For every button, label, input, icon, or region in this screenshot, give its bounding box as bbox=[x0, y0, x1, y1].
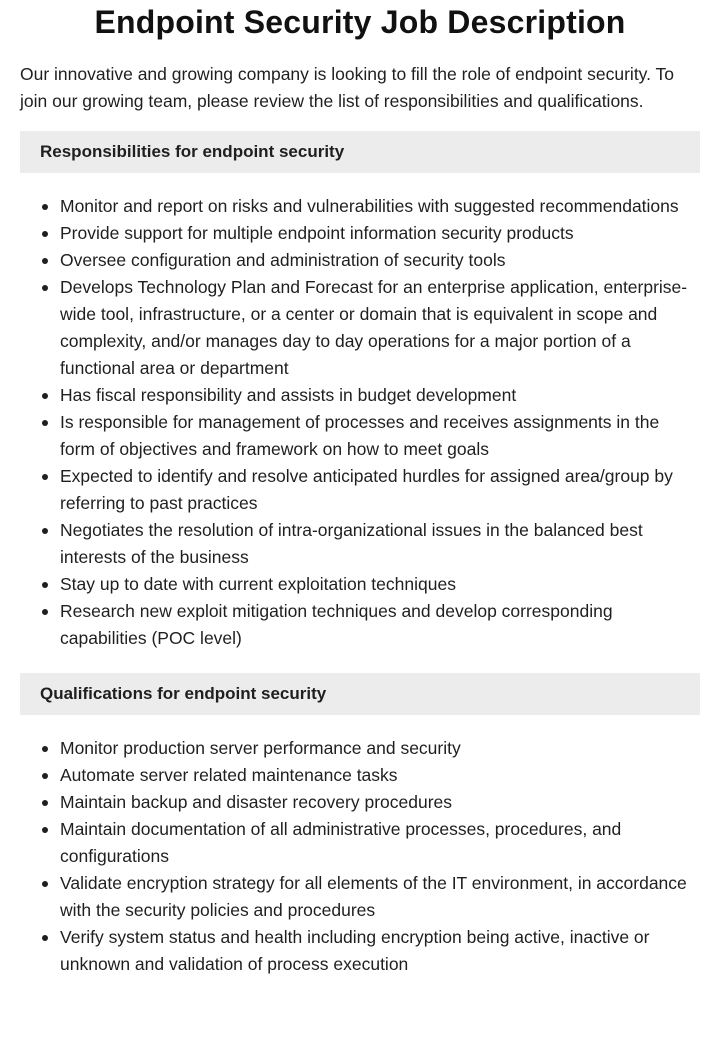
list-item: Automate server related maintenance tasks bbox=[60, 762, 700, 789]
list-item: Monitor production server performance and security bbox=[60, 735, 700, 762]
qualifications-list bbox=[20, 735, 700, 978]
list-item: Validate encryption strategy for all elements of the IT environment, in accordance with the security policies and procedures bbox=[60, 870, 700, 924]
list-item: Has fiscal responsibility and assists in budget development bbox=[60, 382, 700, 409]
list-item: Provide support for multiple endpoint information security products bbox=[60, 220, 700, 247]
list-item: Monitor and report on risks and vulnerabilities with suggested recommendations bbox=[60, 193, 700, 220]
intro-paragraph: Our innovative and growing company is looking to fill the role of endpoint security. To join our growing team, please review the list of responsibilities and qualifications. bbox=[20, 64, 675, 111]
list-item: Negotiates the resolution of intra-organizational issues in the balanced best interests of the business bbox=[60, 517, 700, 571]
list-item: Expected to identify and resolve anticipated hurdles for assigned area/group by referring to past practices bbox=[60, 463, 700, 517]
list-item: Research new exploit mitigation techniques and develop corresponding capabilities (POC level) bbox=[60, 598, 700, 652]
responsibilities-list bbox=[20, 193, 700, 652]
list-item: Maintain documentation of all administrative processes, procedures, and configurations bbox=[60, 816, 700, 870]
page-title: Endpoint Security Job Description bbox=[94, 4, 626, 40]
list-item: Stay up to date with current exploitation techniques bbox=[60, 571, 700, 598]
list-item: Develops Technology Plan and Forecast for an enterprise application, enterprise-wide tool, infrastructure, or a center or domain that is equivalent in scope and complexity, and/or manages day to day operations for a major portion of a functional area or department bbox=[60, 274, 700, 382]
list-item: Oversee configuration and administration of security tools bbox=[60, 247, 700, 274]
list-item: Is responsible for management of processes and receives assignments in the form of objectives and framework on how to meet goals bbox=[60, 409, 700, 463]
list-item: Verify system status and health including encryption being active, inactive or unknown and validation of process execution bbox=[60, 924, 700, 978]
responsibilities-heading: Responsibilities for endpoint security bbox=[20, 131, 700, 173]
list-item: Maintain backup and disaster recovery procedures bbox=[60, 789, 700, 816]
qualifications-heading: Qualifications for endpoint security bbox=[20, 673, 700, 715]
